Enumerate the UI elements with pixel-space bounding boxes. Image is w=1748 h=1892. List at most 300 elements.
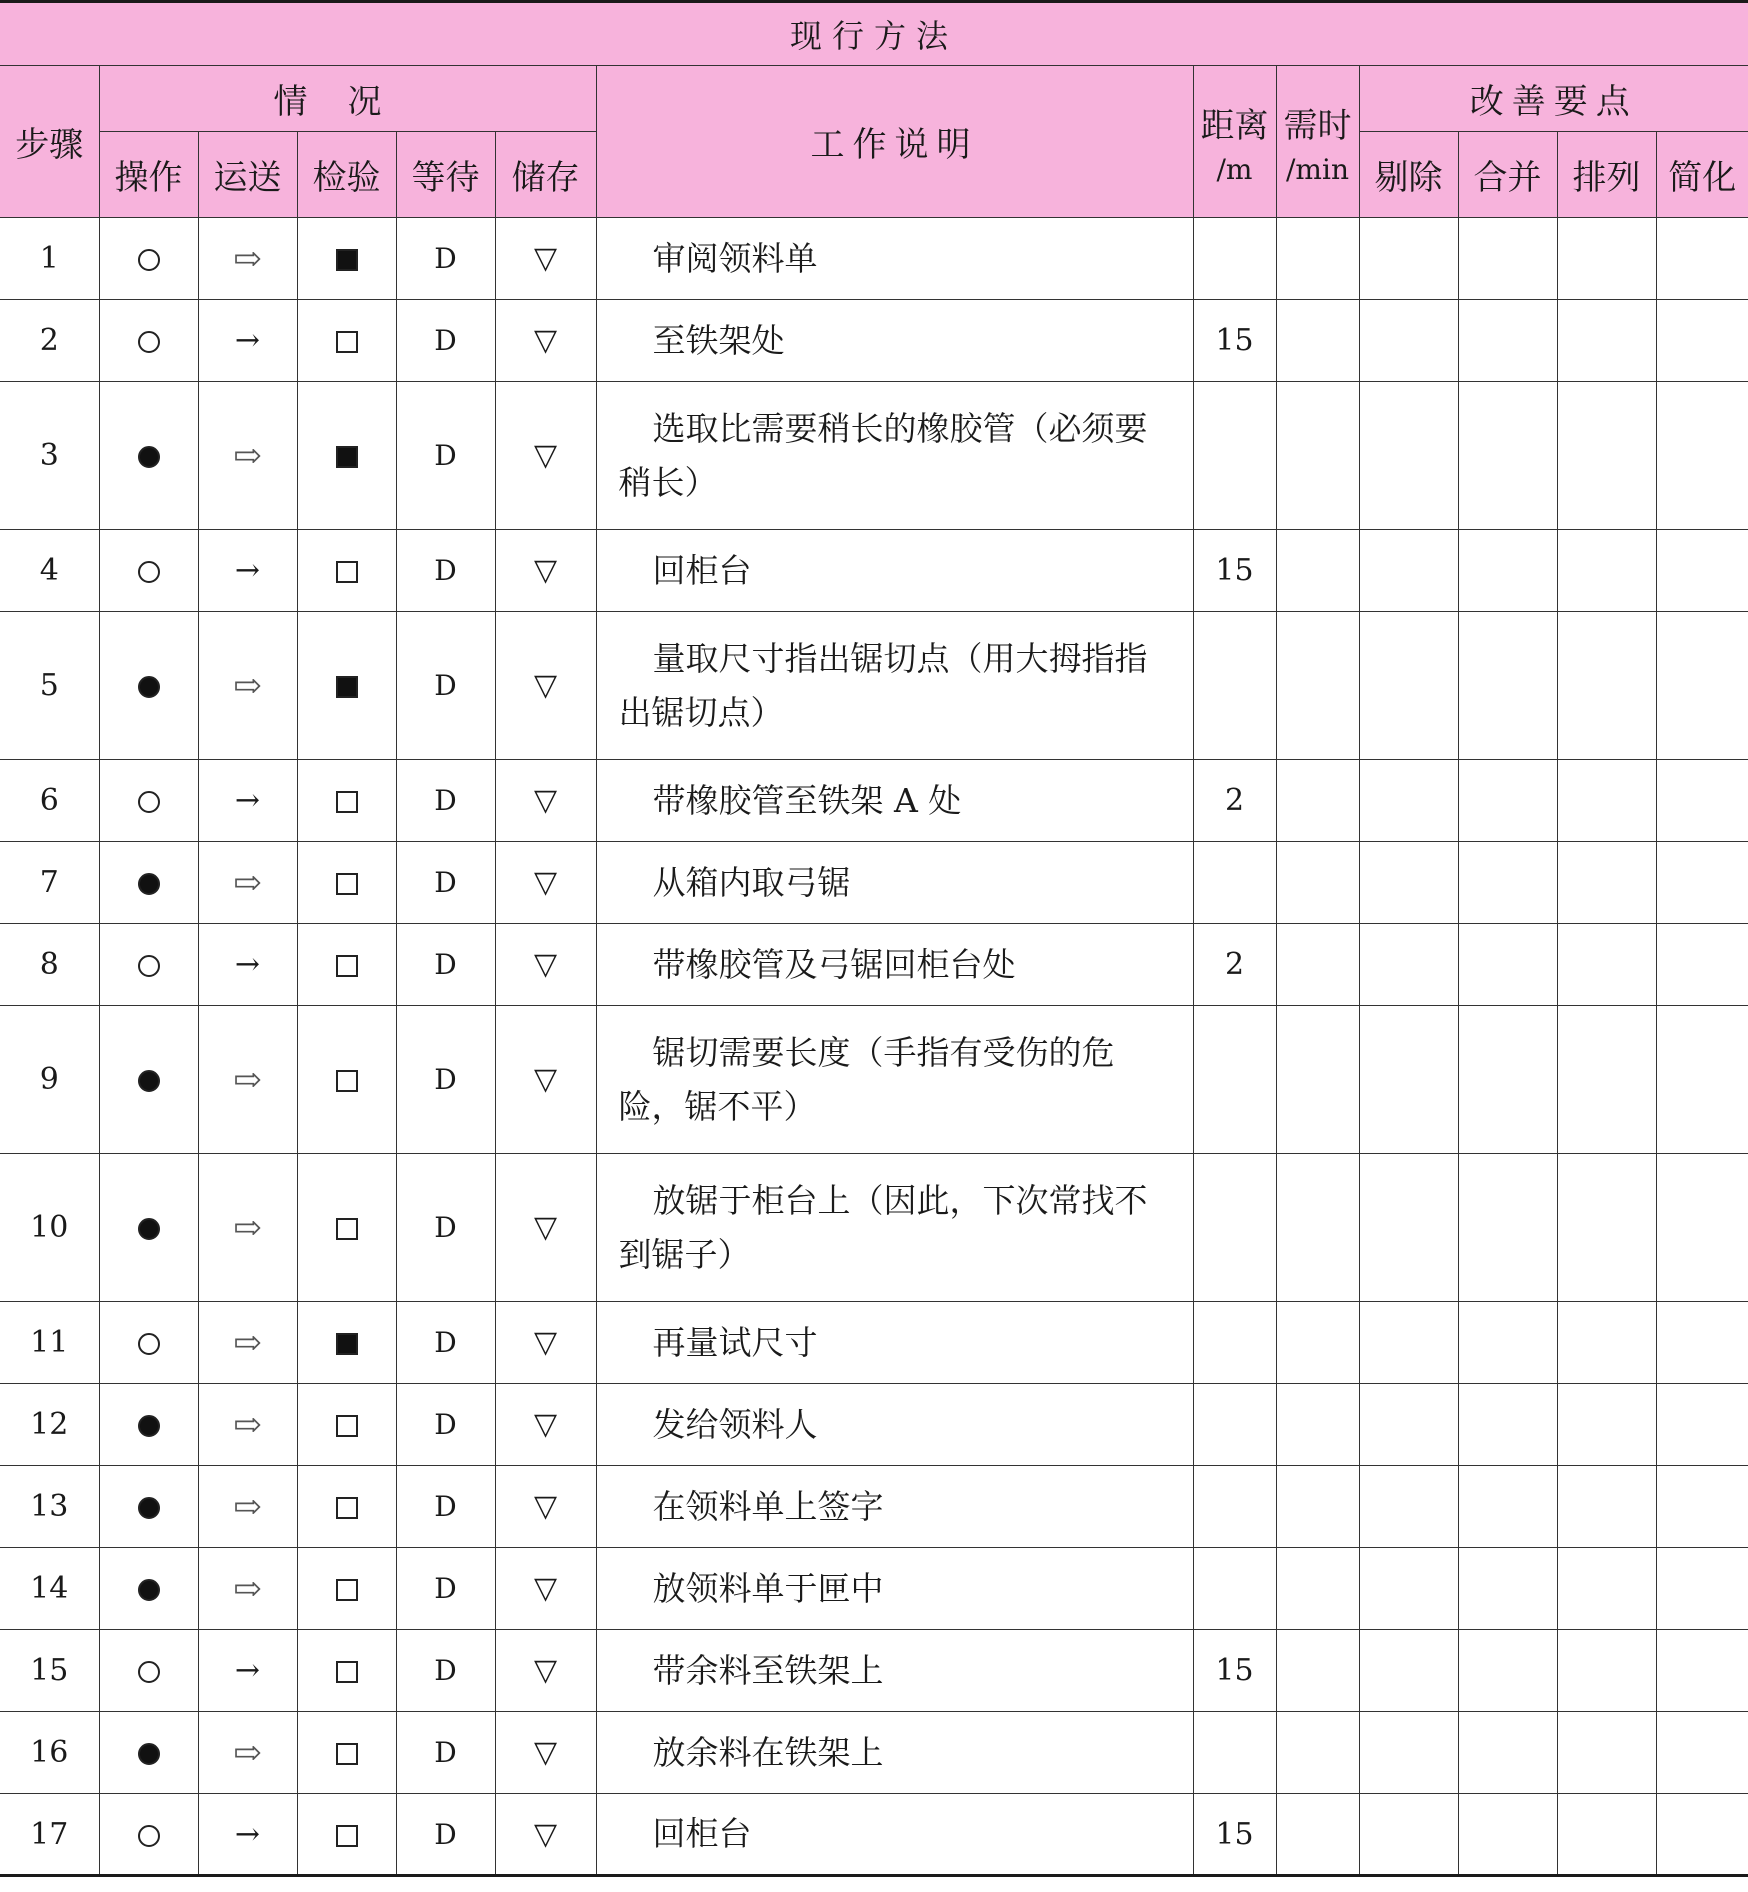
filled-square-icon [336,676,358,698]
distance-cell [1193,1384,1276,1466]
transport-cell [198,842,297,924]
table-row [0,842,1748,924]
storage-cell [495,300,596,382]
description-cell [596,1630,1193,1712]
operation-cell [99,530,198,612]
description-text: 回柜台 [652,1814,752,1853]
description-cell [596,1466,1193,1548]
arrow-icon: → [234,1816,261,1852]
eliminate-cell [1359,1466,1458,1548]
delay-icon: D [434,1211,457,1244]
inspection-cell [297,382,396,530]
combine-cell [1458,1384,1557,1466]
description-text: 锯切需要长度（手指有受伤的危险，锯不平） [618,1032,1115,1126]
description-cell [596,1006,1193,1154]
filled-circle-icon [138,1070,160,1092]
storage-cell [495,218,596,300]
delay-cell [396,1154,495,1302]
storage-header: 储存 [495,132,596,218]
delay-header: 等待 [396,132,495,218]
distance-cell: 15 [1193,530,1276,612]
hollow-arrow-icon: ⇨ [233,1404,262,1445]
description-cell [596,1794,1193,1876]
storage-cell [495,924,596,1006]
hollow-arrow-icon: ⇨ [233,665,262,706]
table-row [0,924,1748,1006]
distance-header-unit: /m [1216,152,1253,186]
delay-cell [396,1630,495,1712]
filled-circle-icon [138,1743,160,1765]
simplify-header: 简化 [1656,132,1748,218]
open-circle-icon [138,561,160,583]
description-cell [596,760,1193,842]
delay-icon: D [434,1063,457,1096]
triangle-down-icon: ▽ [533,1653,558,1688]
combine-header: 合并 [1458,132,1557,218]
arrow-icon: → [234,323,261,358]
storage-cell [495,1712,596,1794]
table-row [0,612,1748,760]
combine-cell [1458,924,1557,1006]
description-text: 审阅领料单 [652,238,818,278]
delay-cell [396,218,495,300]
description-text: 放锯于柜台上（因此，下次常找不到锯子） [618,1180,1148,1274]
improvement-header: 改善要点 [1359,66,1748,132]
open-circle-icon [138,1333,160,1355]
delay-cell [396,1384,495,1466]
simplify-cell [1656,218,1748,300]
distance-header-label: 距离 [1200,105,1269,146]
description-text: 量取尺寸指出锯切点（用大拇指指出锯切点） [618,638,1148,732]
arrow-icon: → [234,553,261,588]
distance-cell [1193,1302,1276,1384]
inspection-cell [297,1384,396,1466]
rearrange-cell [1557,382,1656,530]
table-title: 现行方法 [0,2,1748,66]
eliminate-cell [1359,612,1458,760]
operation-cell [99,924,198,1006]
description-cell [596,218,1193,300]
simplify-cell [1656,1548,1748,1630]
delay-icon: D [434,1326,457,1359]
rearrange-header: 排列 [1557,132,1656,218]
combine-cell [1458,1712,1557,1794]
simplify-cell [1656,1630,1748,1712]
step-cell: 12 [0,1384,99,1466]
combine-cell [1458,760,1557,842]
storage-cell [495,1630,596,1712]
delay-icon: D [434,324,457,357]
open-circle-icon [138,955,160,977]
description-text: 带橡胶管及弓锯回柜台处 [652,944,1016,984]
delay-cell [396,1548,495,1630]
table-row [0,382,1748,530]
hollow-arrow-icon: ⇨ [233,1568,262,1609]
storage-cell [495,1006,596,1154]
inspection-cell [297,842,396,924]
step-cell: 17 [0,1794,99,1876]
eliminate-cell [1359,382,1458,530]
simplify-cell [1656,760,1748,842]
triangle-down-icon: ▽ [533,438,558,473]
operation-cell [99,1794,198,1876]
step-cell: 5 [0,612,99,760]
rearrange-cell [1557,924,1656,1006]
step-cell: 2 [0,300,99,382]
open-circle-icon [138,331,160,353]
distance-cell [1193,1712,1276,1794]
open-square-icon [336,791,358,813]
transport-header: 运送 [198,132,297,218]
delay-cell [396,1712,495,1794]
hollow-arrow-icon: ⇨ [233,1059,262,1100]
rearrange-cell [1557,1006,1656,1154]
simplify-cell [1656,530,1748,612]
transport-cell [198,1302,297,1384]
time-cell [1276,760,1359,842]
eliminate-cell [1359,530,1458,612]
transport-cell [198,1154,297,1302]
rearrange-cell [1557,842,1656,924]
inspection-cell [297,1466,396,1548]
simplify-cell [1656,1154,1748,1302]
delay-icon: D [434,866,457,899]
rearrange-cell [1557,530,1656,612]
open-circle-icon [138,249,160,271]
combine-cell [1458,382,1557,530]
distance-cell [1193,218,1276,300]
delay-icon: D [434,439,457,472]
table-header [0,2,1748,218]
storage-cell [495,760,596,842]
description-cell [596,1548,1193,1630]
distance-cell [1193,612,1276,760]
rearrange-cell [1557,1154,1656,1302]
time-cell [1276,300,1359,382]
time-cell [1276,1302,1359,1384]
time-cell [1276,1384,1359,1466]
inspection-cell [297,1302,396,1384]
time-header-unit: /min [1286,152,1349,186]
rearrange-cell [1557,760,1656,842]
operation-header: 操作 [99,132,198,218]
hollow-arrow-icon: ⇨ [233,1732,262,1773]
description-text: 至铁架处 [652,320,785,360]
simplify-cell [1656,842,1748,924]
delay-cell [396,1466,495,1548]
distance-cell: 2 [1193,924,1276,1006]
combine-cell [1458,1548,1557,1630]
table-row [0,530,1748,612]
triangle-down-icon: ▽ [533,1407,558,1442]
arrow-icon: → [234,783,261,818]
delay-cell [396,1006,495,1154]
delay-icon: D [434,669,457,702]
combine-cell [1458,1794,1557,1876]
open-square-icon [336,873,358,895]
table-row [0,218,1748,300]
operation-cell [99,218,198,300]
delay-icon: D [434,784,457,817]
description-header: 工作说明 [596,66,1193,218]
triangle-down-icon: ▽ [533,865,558,900]
description-cell [596,1302,1193,1384]
description-text: 带橡胶管至铁架 A 处 [652,780,962,820]
step-cell: 7 [0,842,99,924]
triangle-down-icon: ▽ [533,783,558,818]
delay-icon: D [434,1490,457,1523]
transport-cell [198,1712,297,1794]
storage-cell [495,1466,596,1548]
distance-cell: 15 [1193,300,1276,382]
step-cell: 13 [0,1466,99,1548]
hollow-arrow-icon: ⇨ [233,435,262,476]
inspection-cell [297,760,396,842]
simplify-cell [1656,924,1748,1006]
time-cell [1276,842,1359,924]
combine-cell [1458,1466,1557,1548]
open-circle-icon [138,1661,160,1683]
eliminate-cell [1359,1548,1458,1630]
simplify-cell [1656,1712,1748,1794]
eliminate-cell [1359,300,1458,382]
rearrange-cell [1557,1466,1656,1548]
table-row [0,1548,1748,1630]
description-text: 放领料单于匣中 [652,1568,884,1608]
transport-cell [198,612,297,760]
description-text: 从箱内取弓锯 [652,862,851,902]
storage-cell [495,1794,596,1876]
operation-cell [99,612,198,760]
step-cell: 14 [0,1548,99,1630]
combine-cell [1458,842,1557,924]
triangle-down-icon: ▽ [533,668,558,703]
eliminate-cell [1359,1006,1458,1154]
delay-icon: D [434,1817,457,1851]
description-text: 选取比需要稍长的橡胶管（必须要稍长） [618,408,1148,502]
simplify-cell [1656,300,1748,382]
rearrange-cell [1557,612,1656,760]
inspection-cell [297,1006,396,1154]
description-cell [596,842,1193,924]
delay-icon: D [434,242,457,275]
storage-cell [495,382,596,530]
time-cell [1276,1466,1359,1548]
open-square-icon [336,1070,358,1092]
table-row [0,1154,1748,1302]
step-cell: 1 [0,218,99,300]
combine-cell [1458,1630,1557,1712]
transport-cell [198,924,297,1006]
description-cell [596,1712,1193,1794]
distance-cell [1193,1548,1276,1630]
description-cell [596,1384,1193,1466]
table-row [0,1630,1748,1712]
filled-circle-icon [138,1218,160,1240]
table-row [0,1006,1748,1154]
triangle-down-icon: ▽ [533,323,558,358]
description-cell [596,612,1193,760]
delay-cell [396,612,495,760]
open-square-icon [336,1825,358,1847]
simplify-cell [1656,382,1748,530]
filled-circle-icon [138,873,160,895]
operation-cell [99,1466,198,1548]
combine-cell [1458,1006,1557,1154]
filled-circle-icon [138,1497,160,1519]
time-cell [1276,1630,1359,1712]
storage-cell [495,1154,596,1302]
storage-cell [495,530,596,612]
filled-square-icon [336,1333,358,1355]
open-square-icon [336,1218,358,1240]
step-cell: 11 [0,1302,99,1384]
filled-square-icon [336,249,358,271]
table-row [0,760,1748,842]
triangle-down-icon: ▽ [533,1210,558,1245]
inspection-cell [297,924,396,1006]
table-row [0,1384,1748,1466]
filled-circle-icon [138,1415,160,1437]
delay-cell [396,300,495,382]
inspection-cell [297,1712,396,1794]
operation-cell [99,760,198,842]
rearrange-cell [1557,1548,1656,1630]
hollow-arrow-icon: ⇨ [233,1322,262,1363]
distance-cell [1193,1154,1276,1302]
operation-cell [99,842,198,924]
step-cell: 15 [0,1630,99,1712]
delay-icon: D [434,554,457,587]
open-square-icon [336,1661,358,1683]
eliminate-cell [1359,760,1458,842]
open-square-icon [336,1497,358,1519]
arrow-icon: → [234,1653,261,1688]
operation-cell [99,1548,198,1630]
triangle-down-icon: ▽ [533,1062,558,1097]
simplify-cell [1656,1466,1748,1548]
transport-cell [198,218,297,300]
filled-circle-icon [138,1579,160,1601]
triangle-down-icon: ▽ [533,947,558,982]
delay-cell [396,842,495,924]
table-body [0,218,1748,1876]
inspection-cell [297,218,396,300]
combine-cell [1458,530,1557,612]
table-row [0,300,1748,382]
eliminate-cell [1359,1794,1458,1876]
description-cell [596,300,1193,382]
open-square-icon [336,1579,358,1601]
delay-icon: D [434,1654,457,1687]
open-circle-icon [138,1825,160,1847]
delay-icon: D [434,948,457,981]
delay-icon: D [434,1572,457,1605]
simplify-cell [1656,1302,1748,1384]
description-cell [596,1154,1193,1302]
step-cell: 9 [0,1006,99,1154]
situation-header: 情况 [99,66,596,132]
table-row [0,1466,1748,1548]
description-text: 再量试尺寸 [652,1322,818,1362]
storage-cell [495,1384,596,1466]
storage-cell [495,1302,596,1384]
operation-cell [99,1630,198,1712]
operation-cell [99,1384,198,1466]
eliminate-cell [1359,842,1458,924]
simplify-cell [1656,1006,1748,1154]
description-text: 发给领料人 [652,1404,818,1444]
inspection-cell [297,1794,396,1876]
rearrange-cell [1557,1794,1656,1876]
simplify-cell [1656,612,1748,760]
table-row [0,1302,1748,1384]
time-header-label: 需时 [1283,105,1352,146]
combine-cell [1458,300,1557,382]
rearrange-cell [1557,1302,1656,1384]
eliminate-cell [1359,1302,1458,1384]
description-text: 带余料至铁架上 [652,1650,884,1690]
arrow-icon: → [234,947,261,982]
delay-icon: D [434,1736,457,1769]
inspection-cell [297,1548,396,1630]
rearrange-cell [1557,1712,1656,1794]
filled-square-icon [336,446,358,468]
hollow-arrow-icon: ⇨ [233,238,262,279]
hollow-arrow-icon: ⇨ [233,1207,262,1248]
step-header: 步骤 [0,66,99,218]
distance-cell [1193,382,1276,530]
open-square-icon [336,1415,358,1437]
time-cell [1276,218,1359,300]
filled-circle-icon [138,676,160,698]
rearrange-cell [1557,1630,1656,1712]
triangle-down-icon: ▽ [533,1571,558,1606]
distance-cell [1193,1006,1276,1154]
table-row [0,1712,1748,1794]
transport-cell [198,1548,297,1630]
delay-cell [396,530,495,612]
rearrange-cell [1557,1384,1656,1466]
time-header [1276,66,1359,218]
description-text: 放余料在铁架上 [652,1732,884,1772]
storage-cell [495,1548,596,1630]
delay-cell [396,382,495,530]
rearrange-cell [1557,218,1656,300]
combine-cell [1458,218,1557,300]
combine-cell [1458,612,1557,760]
description-cell [596,924,1193,1006]
eliminate-header: 剔除 [1359,132,1458,218]
operation-cell [99,382,198,530]
time-cell [1276,924,1359,1006]
transport-cell [198,382,297,530]
distance-cell: 15 [1193,1794,1276,1876]
description-cell [596,382,1193,530]
triangle-down-icon: ▽ [533,1816,558,1852]
open-square-icon [336,955,358,977]
transport-cell [198,760,297,842]
transport-cell [198,1630,297,1712]
transport-cell [198,530,297,612]
time-cell [1276,1154,1359,1302]
distance-cell: 15 [1193,1630,1276,1712]
time-cell [1276,1006,1359,1154]
description-text: 回柜台 [652,550,752,590]
step-cell: 4 [0,530,99,612]
delay-cell [396,760,495,842]
filled-circle-icon [138,446,160,468]
